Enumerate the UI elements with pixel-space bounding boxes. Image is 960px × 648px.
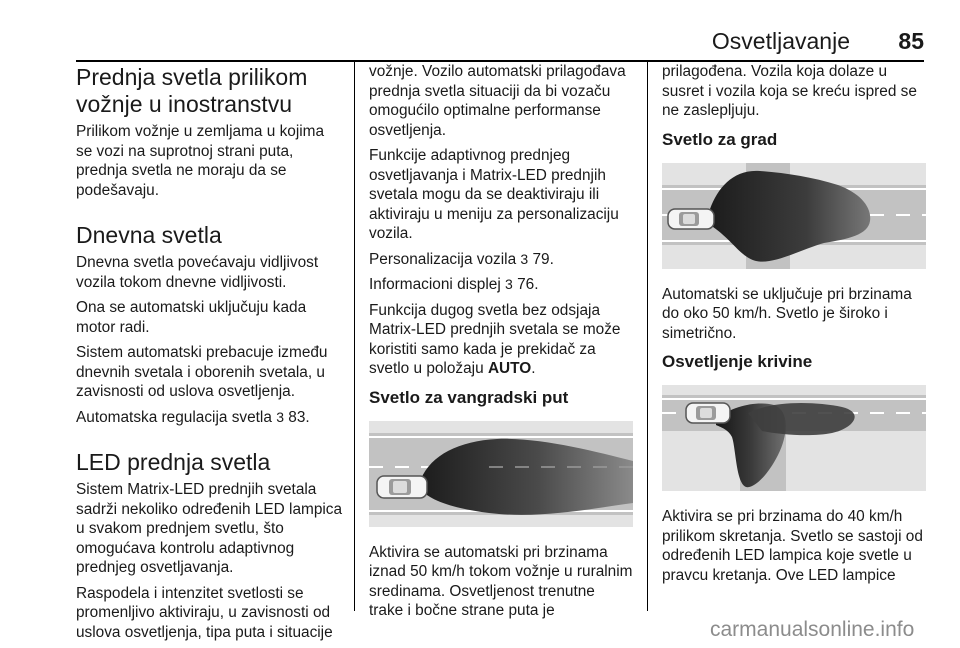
paragraph-continuation: vožnje. Vozilo automatski prilagođava prednja svetla situaciji da bi vozaču omogućilo optimalne performanse osvetljenja. xyxy=(369,63,626,139)
column-1 xyxy=(76,62,344,648)
page-reference-icon: 3 xyxy=(505,276,513,292)
page-reference-number: 76. xyxy=(512,276,539,293)
page-header xyxy=(76,22,924,62)
paragraph-drl-3: Sistem automatski prebacuje između dnevnih svetala i oborenih svetala, u zavisnosti od uslova osvetljenja. xyxy=(76,344,328,400)
heading-foreign-driving: Prednja svetla prilikom vožnje u inostranstvu xyxy=(76,64,308,117)
column-divider-2 xyxy=(647,62,648,611)
heading-curve-light: Osvetljenje krivine xyxy=(662,352,813,371)
paragraph-country-light: Aktivira se automatski pri brzinama iznad 50 km/h tokom vožnje u ruralnim sredinama. Osvetljenost trenutne trake i bočne strane puta je xyxy=(369,543,633,619)
heading-led-headlights: LED prednja svetla xyxy=(76,449,271,475)
heading-city-light: Svetlo za grad xyxy=(662,129,778,149)
paragraph-drl-1: Dnevna svetla povećavaju vidljivost vozila tokom dnevne vidljivosti. xyxy=(76,254,319,291)
paragraph-foreign-driving: Prilikom vožnje u zemljama u kojima se vozi na suprotnoj strani puta, prednja svetla ne moraju da se podešavaju. xyxy=(76,123,325,199)
paragraph-personalization-ref: Personalizacija vozila 3 79. xyxy=(369,250,554,268)
paragraph-info-display-ref: Informacioni displej 3 76. xyxy=(369,276,539,293)
column-divider-1 xyxy=(354,62,355,611)
paragraph-led-2: Raspodela i intenzitet svetlosti se promenljivo aktiviraju, u zavisnosti od uslova osvetljenja, tipa puta i situacije xyxy=(76,584,333,641)
section-title: Osvetljavanje xyxy=(711,28,850,54)
paragraph-glare-free: Funkcija dugog svetla bez odsjaja Matrix-LED prednjih svetala se može koristiti samo kada je prekidač za svetlo u položaju AUTO. xyxy=(369,301,621,377)
city-light-illustration xyxy=(662,163,926,269)
car-icon xyxy=(686,403,730,423)
page-reference-icon: 3 xyxy=(276,408,284,425)
paragraph-drl-2: Ona se automatski uključuju kada motor radi. xyxy=(76,299,307,336)
paragraph-continuation: prilagođena. Vozila koja dolaze u susret i vozila koja se kreću ispred se ne zaslepljuju. xyxy=(662,63,917,119)
paragraph-deactivation: Funkcije adaptivnog prednjeg osvetljavanja i Matrix-LED prednjih svetala mogu da se deaktiviraju ili aktiviraju u meniju za personalizaciju vozila. xyxy=(369,147,619,242)
auto-label: AUTO xyxy=(487,360,532,377)
paragraph-led-1: Sistem Matrix-LED prednjih svetala sadrži nekoliko određenih LED lampica u svakom prednjem svetlu, što omogućava kontrolu adaptivnog prednjeg osvetljavanja. xyxy=(76,481,343,576)
car-icon xyxy=(668,209,714,229)
country-light-illustration xyxy=(369,421,633,527)
heading-country-light: Svetlo za vangradski put xyxy=(369,387,569,407)
page-reference-number: 79. xyxy=(528,250,554,268)
watermark: carmanualsonline.info xyxy=(710,618,915,641)
car-icon xyxy=(377,476,427,498)
page-reference-icon: 3 xyxy=(520,250,529,267)
column-3 xyxy=(662,62,926,591)
page-reference-number: 83. xyxy=(283,408,310,426)
paragraph-drl-4: Automatska regulacija svetla 3 83. xyxy=(76,408,310,426)
paragraph-city-light: Automatski se uključuje pri brzinama do oko 50 km/h. Svetlo je široko i simetrično. xyxy=(662,285,912,342)
page-number: 85 xyxy=(898,28,924,54)
heading-daytime-lights: Dnevna svetla xyxy=(76,222,222,248)
curve-light-illustration xyxy=(662,385,926,491)
column-2 xyxy=(369,62,633,627)
paragraph-curve-light: Aktivira se pri brzinama do 40 km/h prilikom skretanja. Svetlo se sastoji od određenih LED lampica koje svetle u pravcu kretanja. Ove LED lampice xyxy=(662,508,923,584)
